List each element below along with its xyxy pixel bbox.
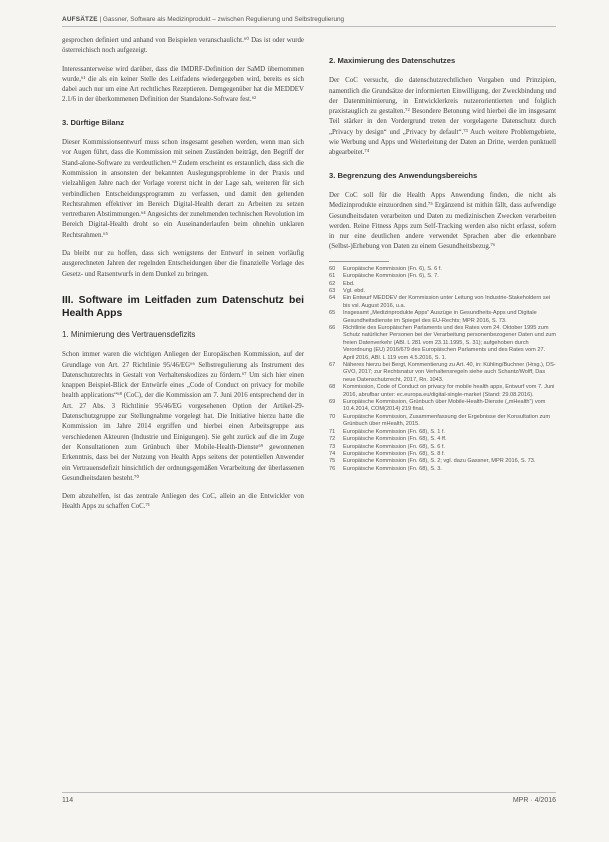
header-separator: |: [99, 16, 103, 23]
footnote: 60 Europäische Kommission (Fn. 6), S. 6 f.: [329, 265, 442, 272]
section-label: AUFSÄTZE: [62, 16, 98, 23]
footnote: 65 Insgesamt „Medizinprodukte Apps“ Auszüge in Gesundheits-Apps und Digitale Gesundheitsdienste im Spiegel des EU-Rechts; MPR 2016, S. 73.: [329, 310, 537, 324]
footnote: 64 Ein Entwurf MEDDEV der Kommission unter Leitung von Industrie-Stakeholdern sei bis vsl. August 2016, u.a.: [329, 295, 551, 309]
left-column: [62, 36, 304, 521]
footnotes: [329, 266, 556, 473]
page-number: 114: [62, 797, 74, 804]
paragraph: Dem abzuhelfen, ist das zentrale Anliegen des CoC, allein an die Entwickler von Health Apps zu schaffen CoC.⁷¹: [62, 493, 304, 511]
paragraph: Der CoC versucht, die datenschutzrechtlichen Vorgaben und Prinzipien, namentlich die Grundsätze der informierten Einwilligung, der Zweckbindung und der Datenminimierung, in Entwicklerkreis nutzerorientierten und folglich praxistauglich zu gestalten.⁷² Besondere Betonung wird hierbei die im insgesamt Teil stärker in den Vordergrund treten der vorgelagerte Datenschutz durch „Privacy by design“ und „Privacy by default“.⁷³ Auch weitere Problemgebiete, wie Werbung und Apps und Weiterleitung der Daten an Dritte, werden punktuell abgearbeitet.⁷⁴: [329, 77, 556, 157]
section-heading: 3. Begrenzung des Anwendungsbereichs: [329, 170, 478, 180]
paragraph: Da bleibt nur zu hoffen, dass sich wenigstens der Entwurf in seinen vorläufig ausgerechneten Jahren der regelnden Entscheidungen über die finanzielle Vorlage des Gesetz- und Ratsentwurfs in dem Dunkel zu bringen.: [62, 250, 304, 278]
footnote: 76 Europäische Kommission (Fn. 68), S. 3.: [329, 465, 442, 472]
paragraph: Der CoC soll für die Health Apps Anwendung finden, die nicht als Medizinprodukte einzuordnen sind.⁷⁵ Ergänzend ist mithin fällt, dass aufwendige Gesundheitsdaten verarbeiten und Daten zu medizinischen Zwecken verarbeiten werden. Reine Fitness Apps zum Self-Tracking werden also nicht erfasst, sofern in nur eine deutlichen andere verwendet Sprachen aber die erkennbare (Selbst-)Erhebung von Daten zu einem Gesundheitsbezug.⁷⁶: [329, 191, 556, 251]
running-header: [62, 16, 556, 27]
paragraph: Schon immer waren die wichtigen Anliegen der Europäischen Kommission, auf der Grundlage von Art. 27 Richtlinie 95/46/EG⁶⁶ Selbstregulierung als Instrument des Datenschutzrechts in Gestalt von Verhaltenskodizes zu fördern.⁶⁷ Um sich hier einen knappen Beispiel-Blick der Entwürfe eines „Code of Conduct on privacy for mobile health applications“⁶⁸ (CoC), der die Kommission am 7. Juni 2016 entsprechend der in Art. 27 Abs. 3 Richtlinie 95/46/EG vorgesehenen Option der Artikel-29-Datenschutzgruppe zur Stellungnahme vorgelegt hat. Die Initiative hierzu hatte die Kommission im Jahre 2014 ergriffen und hierbei einen Arbeitsgruppe aus verschiedenen Akteuren (Industrie und Einigungen). Sie geht zurück auf die im Zuge der Konsultationen zum Grünbuch über Mobile-Health-Dienste⁶⁹ gewonnenen Erkenntnis, dass bei der Nutzung von Health Apps seitens der potentiellen Anwender ein Vertrauensdefizit hinsichtlich der ordnungsgemäßen Verarbeitung der überlassenen Gesundheitsdaten besteht.⁷⁰: [62, 351, 304, 482]
footnote: 72 Europäische Kommission (Fn. 68), S. 4 ff.: [329, 436, 447, 443]
footnote: 69 Europäische Kommission, Grünbuch über Mobile-Health-Dienste („mHealth“) vom 10.4.2014, COM(2014) 219 final.: [329, 399, 546, 413]
footnote: 73 Europäische Kommission (Fn. 68), S. 6 f.: [329, 443, 445, 450]
running-title: Gassner, Software als Medizinprodukt – zwischen Regulierung und Selbstregulierung: [102, 16, 345, 23]
section-heading: 3. Dürftige Bilanz: [62, 117, 125, 127]
footnote: 62 Ebd.: [329, 280, 355, 287]
journal-issue: MPR · 4/2016: [512, 797, 556, 804]
subsection-heading: 1. Minimierung des Vertrauensdefizits: [62, 329, 196, 339]
paragraph: gesprochen definiert und anhand von Beispielen veranschaulicht.⁶⁰ Das ist oder wurde österreichisch noch aufgezeigt.: [62, 37, 304, 55]
footnote: 71 Europäische Kommission (Fn. 68), S. 1 f.: [329, 428, 445, 435]
footnote: 67 Näheres hierzu bei Bergt, Kommentierung zu Art. 40, in: Kühling/Buchner (Hrsg.), DS-GVO, 2017; zur Rechtsnatur von Verhaltensregeln siehe auch Schantz/Wolff, Das neue Datenschutzrecht, 2017, Rn. 1043.: [329, 362, 556, 383]
paragraph: Dieser Kommissionsentwurf muss schon insgesamt gesehen werden, wenn man sich vor Augen führt, dass die Kommission mit seinen Zuständen beiträgt, den Begriff der Stand-alone-Software zu verdeutlichen.⁶³ Zudem erscheint es erstaunlich, dass sich die Kommission in ansonsten der bekannten Auslegungsprobleme in der Praxis und vielzahligen Jahre nach der Vorlage vorerst nicht in der Lage sah, weiteren für sich verbindlichen Entscheidungsprogramm zu verfassen, und damit den geltenden Rechtsrahmen effektiver im Bereich Digital-Health derart zu Arbeiten zu setzen vertretbaren Abstimmungen.⁶⁴ Angesichts der zunehmenden technischen Revolution im Bereich Digital-Health droht so ein Auseinanderlaufen beim ohnehin unklaren Rechtsrahmen.⁶⁵: [62, 139, 304, 239]
footnote: 61 Europäische Kommission (Fn. 6), S. 7.: [329, 273, 439, 280]
footnote: 75 Europäische Kommission (Fn. 68), S. 2; vgl. dazu Gassner, MPR 2016, S. 73.: [329, 458, 536, 465]
footnote: 68 Kommission, Code of Conduct on privacy for mobile health apps, Entwurf vom 7. Juni 2016, abrufbar unter: ec.europa.eu/digital-single-market (Stand: 29.08.2016).: [329, 384, 555, 398]
page-footer: [62, 792, 556, 804]
right-column: [329, 36, 556, 473]
footnote: 63 Vgl. ebd.: [329, 287, 366, 294]
paragraph: Interessanterweise wird darüber, dass die IMDRF-Definition der SaMD übernommen wurde,⁶¹ die als ein keiner Stelle des Leitfadens wiedergegeben wird, bereits es sich dabei auch nur um eine Art rechtliches Rezeptieren. Demgegenüber hat die MEDDEV 2.1/6 in der überkommenen Definition der Standalone-Software fest.⁶²: [62, 65, 304, 104]
footnote: 74 Europäische Kommission (Fn. 68), S. 8 f.: [329, 450, 445, 457]
footnote-rule: [329, 261, 389, 262]
footnote: 66 Richtlinie des Europäischen Parlaments und des Rates vom 24. Oktober 1995 zum Schutz natürlicher Personen bei der Verarbeitung personenbezogener Daten und zum freien Datenverkehr (ABl. L 281 vom 23.11.1995, S. 31); aufgehoben durch Verordnung (EU) 2016/679 des Europäischen Parlaments und des Rates vom 27. April 2016, ABl. L 119 vom 4.5.2016, S. 1.: [329, 325, 557, 361]
section-heading: 2. Maximierung des Datenschutzes: [329, 56, 456, 65]
footnote: 70 Europäische Kommission, Zusammenfassung der Ergebnisse der Konsultation zum Grünbuch über mHealth, 2015.: [329, 413, 551, 428]
chapter-heading: III. Software im Leitfaden zum Datenschutz bei Health Apps: [62, 294, 304, 319]
